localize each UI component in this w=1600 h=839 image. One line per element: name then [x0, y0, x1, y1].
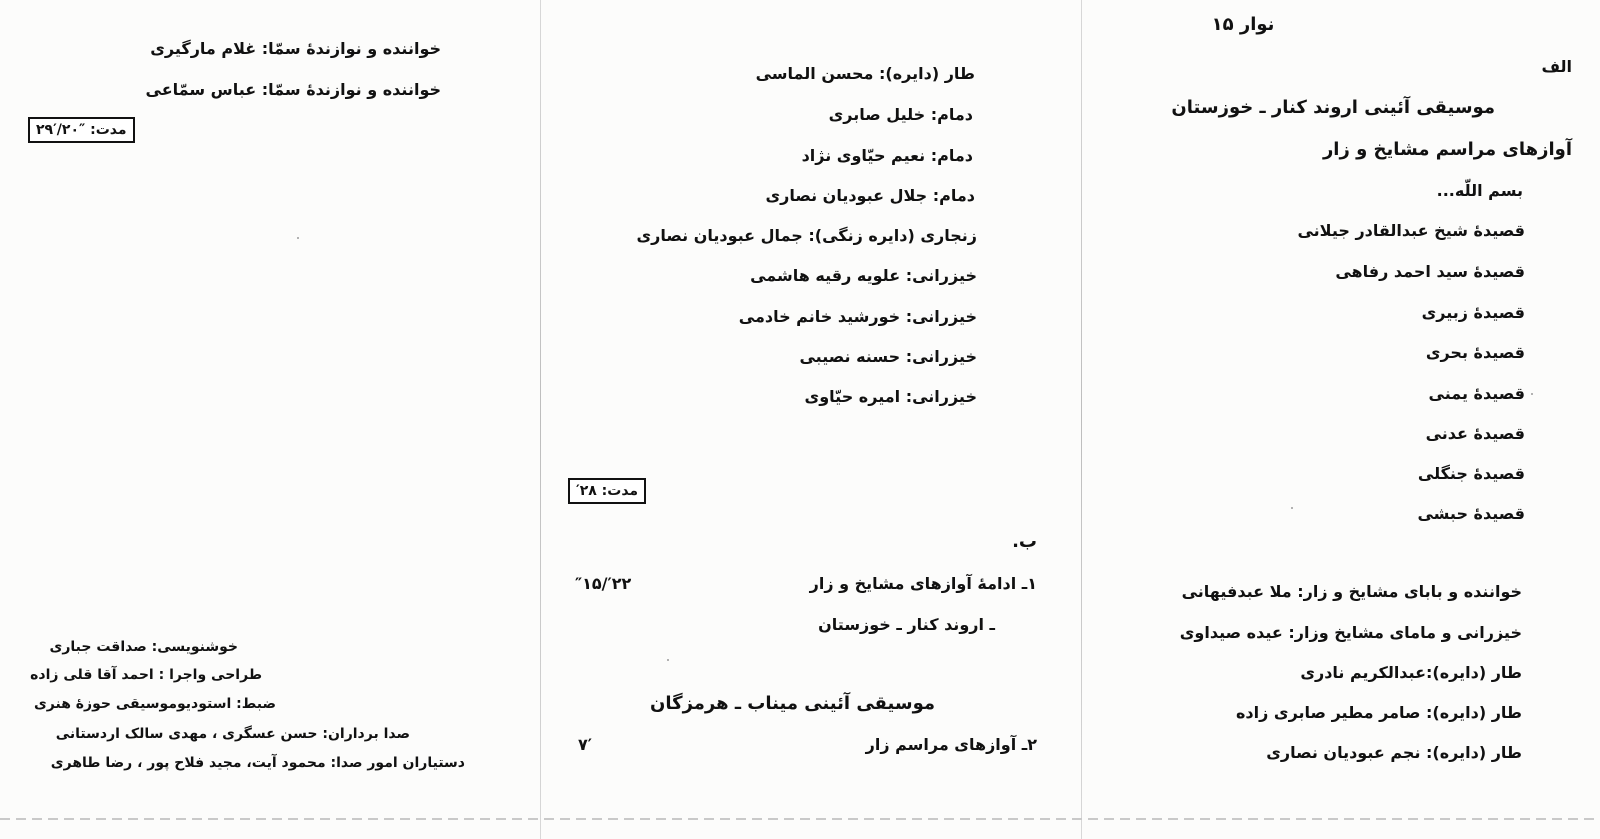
track-title: ۱ـ ادامهٔ آوازهای مشایخ و زار [809, 574, 1037, 593]
qasida-item: قصیدهٔ شیخ عبدالقادر جیلانی [1297, 221, 1525, 240]
qasida-item: قصیدهٔ عدنی [1425, 424, 1525, 443]
performer-line: خواننده و بابای مشایخ و زار: ملا عبدفیهانی [1181, 582, 1522, 601]
track-duration: ۷′ [578, 735, 592, 754]
performer-line: خیزرانی: علویه رقیه هاشمی [750, 266, 977, 285]
qasida-item: قصیدهٔ جنگلی [1417, 464, 1525, 483]
bottom-edge-line [0, 818, 1600, 820]
track-duration: ″۱۵/′۲۲ [575, 574, 632, 593]
performer-line: طار (دایره):عبدالکریم نادری [1300, 663, 1522, 682]
heading-arvand-kenar: موسیقی آئینی اروند کنار ـ خوزستان [1171, 97, 1495, 118]
duration-box: مدت: ۲۸′ [568, 478, 646, 504]
performer-line: خیزرانی: امیره حیّاوی [804, 387, 977, 406]
qasida-item: قصیدهٔ زبیری [1421, 303, 1525, 322]
qasida-item: قصیدهٔ بحری [1425, 343, 1525, 362]
singer-line: خواننده و نوازندهٔ سمّا: غلام مارگیری [150, 39, 441, 58]
performer-line: خیزرانی: حسنه نصیبی [799, 347, 977, 366]
section-b-label: ب. [1012, 531, 1037, 552]
performer-line: خیزرانی و مامای مشایخ وزار: عیده صیداوی [1179, 623, 1522, 642]
bismillah: بسم اللّه... [1436, 181, 1523, 200]
heading-mashayekh-zar: آوازهای مراسم مشایخ و زار [1322, 139, 1572, 160]
fold-line-right [1081, 0, 1082, 839]
qasida-item: قصیدهٔ یمنی [1428, 384, 1525, 403]
paper-speck [667, 659, 669, 661]
paper-speck [1291, 507, 1293, 509]
credit-line: صدا برداران: حسن عسگری ، مهدی سالک اردستانی [55, 726, 410, 742]
credit-line: ضبط: استودیوموسیقی حوزهٔ هنری [33, 696, 276, 712]
performer-line: طار (دایره): نجم عبودیان نصاری [1266, 743, 1522, 762]
track-location: ـ اروند کنار ـ خوزستان [818, 615, 995, 634]
performer-line: طار (دایره): صامر مطیر صابری زاده [1235, 703, 1522, 722]
qasida-item: قصیدهٔ حبشی [1417, 504, 1525, 523]
credit-line: طراحی واجرا : احمد آقا قلی زاده [30, 667, 262, 683]
heading-minab-hormozgan: موسیقی آئینی میناب ـ هرمزگان [650, 693, 935, 714]
paper-speck [1531, 393, 1533, 395]
credit-line: خوشنویسی: صداقت جباری [49, 639, 238, 655]
performer-line: طار (دایره): محسن الماسی [755, 64, 975, 83]
performer-line: زنجاری (دایره زنگی): جمال عبودیان نصاری [636, 226, 977, 245]
credit-line: دستیاران امور صدا: محمود آیت، مجید فلاح پور ، رضا طاهری [50, 755, 465, 771]
duration-box: مدت: ″۲۰/′۲۹ [28, 117, 135, 143]
performer-line: دمام: خلیل صابری [828, 105, 973, 124]
performer-line: خیزرانی: خورشید خانم خادمی [738, 307, 977, 326]
performer-line: دمام: نعیم حیّاوی نژاد [801, 146, 973, 165]
track-title: ۲ـ آوازهای مراسم زار [865, 735, 1037, 754]
tape-title: نوار ۱۵ [1211, 14, 1275, 35]
paper-speck [297, 237, 299, 239]
fold-line-left [540, 0, 541, 839]
qasida-item: قصیدهٔ سید احمد رفاهی [1335, 262, 1525, 281]
singer-line: خواننده و نوازندهٔ سمّا: عباس سمّاعی [145, 80, 441, 99]
performer-line: دمام: جلال عبودیان نصاری [765, 186, 975, 205]
section-a-label: الف [1541, 57, 1572, 76]
